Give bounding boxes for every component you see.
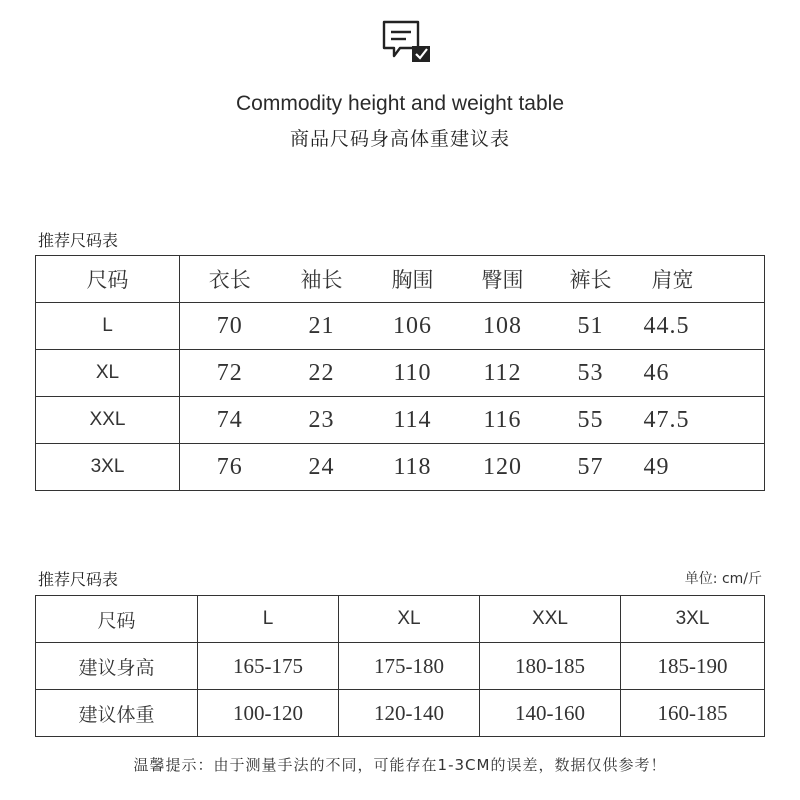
column-header: 肩宽 xyxy=(638,256,765,303)
table-row xyxy=(36,303,765,350)
footer-note: 温馨提示：由于测量手法的不同，可能存在1-3CM的误差，数据仅供参考！ xyxy=(133,756,667,774)
row-header: 建议身高 xyxy=(36,643,198,690)
size-cell: L xyxy=(36,303,180,350)
size-table-label: 推荐尺码表 xyxy=(38,231,119,250)
table-header-row xyxy=(36,256,765,303)
table-cell: 57 xyxy=(544,444,638,491)
size-chart-table xyxy=(35,255,765,491)
unit-label: 单位: cm/斤 xyxy=(684,571,762,587)
table-cell: 74 xyxy=(180,397,280,444)
column-header: 袖长 xyxy=(280,256,364,303)
table-cell: 120-140 xyxy=(339,690,480,737)
table-cell: 22 xyxy=(280,350,364,397)
column-header: 裤长 xyxy=(544,256,638,303)
column-header: 3XL xyxy=(621,596,765,643)
table-cell: 21 xyxy=(280,303,364,350)
height-table-label: 推荐尺码表 xyxy=(38,570,119,589)
table-cell: 185-190 xyxy=(621,643,765,690)
size-cell: XXL xyxy=(36,397,180,444)
table-cell: 76 xyxy=(180,444,280,491)
column-header: XL xyxy=(339,596,480,643)
height-weight-table xyxy=(35,595,765,737)
table-cell: 160-185 xyxy=(621,690,765,737)
table-cell: 70 xyxy=(180,303,280,350)
table-row xyxy=(36,690,765,737)
page-title-en: Commodity height and weight table xyxy=(235,92,565,115)
column-header: 臀围 xyxy=(462,256,544,303)
table-cell: 140-160 xyxy=(480,690,621,737)
table-row xyxy=(36,444,765,491)
table-cell: 51 xyxy=(544,303,638,350)
table-cell: 106 xyxy=(364,303,462,350)
table-row xyxy=(36,643,765,690)
size-cell: 3XL xyxy=(36,444,180,491)
table-cell: 100-120 xyxy=(198,690,339,737)
chat-checkbox-icon xyxy=(380,18,434,66)
table-cell: 114 xyxy=(364,397,462,444)
column-header: 胸围 xyxy=(364,256,462,303)
page-title-cn: 商品尺码身高体重建议表 xyxy=(289,128,510,150)
column-header: L xyxy=(198,596,339,643)
row-header: 建议体重 xyxy=(36,690,198,737)
table-row xyxy=(36,397,765,444)
table-row xyxy=(36,350,765,397)
table-cell: 72 xyxy=(180,350,280,397)
table-cell: 165-175 xyxy=(198,643,339,690)
table-cell: 55 xyxy=(544,397,638,444)
table-header-row xyxy=(36,596,765,643)
table-cell: 120 xyxy=(462,444,544,491)
table-cell: 23 xyxy=(280,397,364,444)
column-header: XXL xyxy=(480,596,621,643)
table-cell: 53 xyxy=(544,350,638,397)
size-cell: XL xyxy=(36,350,180,397)
table-cell: 24 xyxy=(280,444,364,491)
table-cell: 46 xyxy=(638,350,765,397)
table-cell: 175-180 xyxy=(339,643,480,690)
table-cell: 44.5 xyxy=(638,303,765,350)
table-cell: 47.5 xyxy=(638,397,765,444)
column-header: 衣长 xyxy=(180,256,280,303)
column-header: 尺码 xyxy=(36,596,198,643)
table-cell: 49 xyxy=(638,444,765,491)
table-cell: 108 xyxy=(462,303,544,350)
table-cell: 118 xyxy=(364,444,462,491)
table-cell: 110 xyxy=(364,350,462,397)
table-cell: 112 xyxy=(462,350,544,397)
table-cell: 180-185 xyxy=(480,643,621,690)
column-header: 尺码 xyxy=(36,256,180,303)
table-cell: 116 xyxy=(462,397,544,444)
